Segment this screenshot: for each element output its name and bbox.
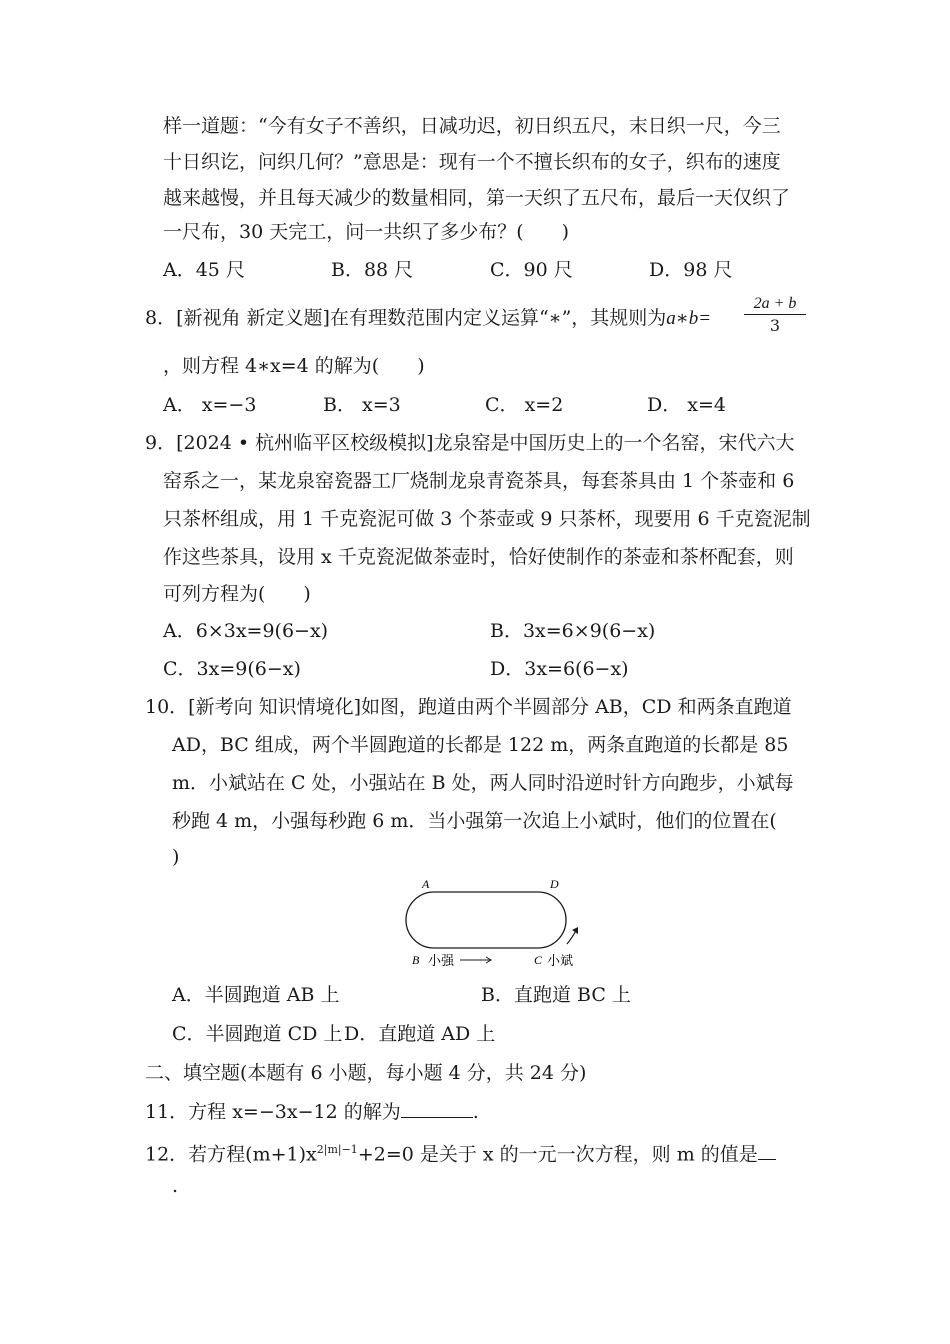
q8-stem-text: 8．[新视角 新定义题]在有理数范围内定义运算“∗”，其规则为 (145, 307, 667, 329)
q8-option-b: B． x=3 (323, 394, 401, 416)
q7-option-a: A．45 尺 (163, 259, 245, 281)
q10-line-5: ) (172, 846, 180, 868)
q11-end: . (472, 1101, 479, 1123)
q10-line-1: 10．[新考向 知识情境化]如图，跑道由两个半圆部分 AB，CD 和两条直跑道 (145, 696, 792, 718)
xiaobin-label: 小斌 (547, 953, 574, 968)
track-outline (406, 892, 566, 948)
q9-option-b: B．3x=6×9(6−x) (490, 620, 656, 642)
q9-line-5: 可列方程为( ) (163, 583, 311, 605)
q8-option-a: A． x=−3 (163, 394, 257, 416)
q9-line-3: 只茶杯组成，用 1 千克瓷泥可做 3 个茶壶或 9 只茶杯，现要用 6 千克瓷泥制 (163, 508, 811, 530)
q10-option-b: B．直跑道 BC 上 (481, 984, 631, 1006)
q10-line-2: AD，BC 组成，两个半圆跑道的长都是 122 m，两条直跑道的长都是 85 (172, 734, 789, 756)
q12-text-a: 12．若方程(m+1)x (145, 1143, 317, 1166)
track-diagram (394, 874, 594, 974)
q7-line-2: 十日织讫，问织几何？”意思是：现有一个不擅长织布的女子，织布的速度 (163, 151, 781, 173)
q9-line-2: 窑系之一，某龙泉窑瓷器工厂烧制龙泉青瓷茶具，每套茶具由 1 个茶壶和 6 (163, 470, 795, 492)
q8-stem (145, 306, 711, 331)
q8-option-d: D． x=4 (647, 394, 726, 416)
q12-answer-blank[interactable] (758, 1141, 776, 1160)
q7-line-1: 样一道题：“今有女子不善织，日减功迟，初日织五尺，末日织一尺，今三 (163, 115, 781, 137)
point-b-label: B (412, 953, 420, 967)
q9-line-4: 作这些茶具，设用 x 千克瓷泥做茶壶时，恰好使制作的茶壶和茶杯配套，则 (163, 546, 794, 568)
q7-option-b: B．88 尺 (331, 259, 414, 281)
q8-fraction-denominator: 3 (769, 316, 781, 335)
q7-line-4: 一尺布，30 天完工，问一共织了多少布？( ) (163, 221, 570, 243)
q9-option-c: C．3x=9(6−x) (163, 658, 301, 680)
q9-option-d: D．3x=6(6−x) (490, 658, 629, 680)
section-2-heading: 二、填空题(本题有 6 小题，每小题 4 分，共 24 分) (145, 1062, 587, 1084)
q8-fraction (744, 294, 806, 337)
q8-fraction-numerator: 2a + b (744, 294, 806, 315)
xiaoqiang-label: 小强 (428, 953, 455, 968)
q10-line-3: m．小斌站在 C 处，小强站在 B 处，两人同时沿逆时针方向跑步，小斌每 (172, 772, 794, 794)
q11-answer-blank[interactable] (401, 1099, 473, 1118)
q10-option-a: A．半圆跑道 AB 上 (172, 984, 340, 1006)
point-c-label: C (534, 953, 543, 967)
q12-line-2: . (172, 1175, 179, 1197)
q8-line-2: ，则方程 4∗x=4 的解为( ) (163, 355, 425, 377)
q11-text: 11．方程 x=−3x−12 的解为 (145, 1101, 401, 1123)
q12-text-b: +2=0 是关于 x 的一元一次方程，则 m 的值是 (357, 1143, 758, 1166)
point-a-label: A (422, 877, 430, 891)
q10-option-d: D．直跑道 AD 上 (344, 1023, 496, 1045)
q7-option-d: D．98 尺 (649, 259, 733, 281)
q11 (145, 1099, 479, 1124)
q10-line-4: 秒跑 4 m，小强每秒跑 6 m．当小强第一次追上小斌时，他们的位置在( (172, 810, 777, 832)
q12-exponent: 2|m|−1 (316, 1143, 358, 1156)
q9-line-1: 9．[2024 • 杭州临平区校级模拟]龙泉窑是中国历史上的一个名窑，宋代六大 (145, 432, 795, 454)
q7-option-c: C．90 尺 (490, 259, 573, 281)
point-d-label: D (550, 877, 559, 891)
q8-rule-lhs: a∗b= (666, 308, 712, 329)
q7-line-3: 越来越慢，并且每天减少的数量相同，第一天织了五尺布，最后一天仅织了 (163, 187, 791, 209)
q9-option-a: A．6×3x=9(6−x) (163, 620, 329, 642)
q12 (145, 1138, 776, 1166)
q8-option-c: C． x=2 (485, 394, 564, 416)
q10-option-c: C．半圆跑道 CD 上 (172, 1023, 343, 1045)
